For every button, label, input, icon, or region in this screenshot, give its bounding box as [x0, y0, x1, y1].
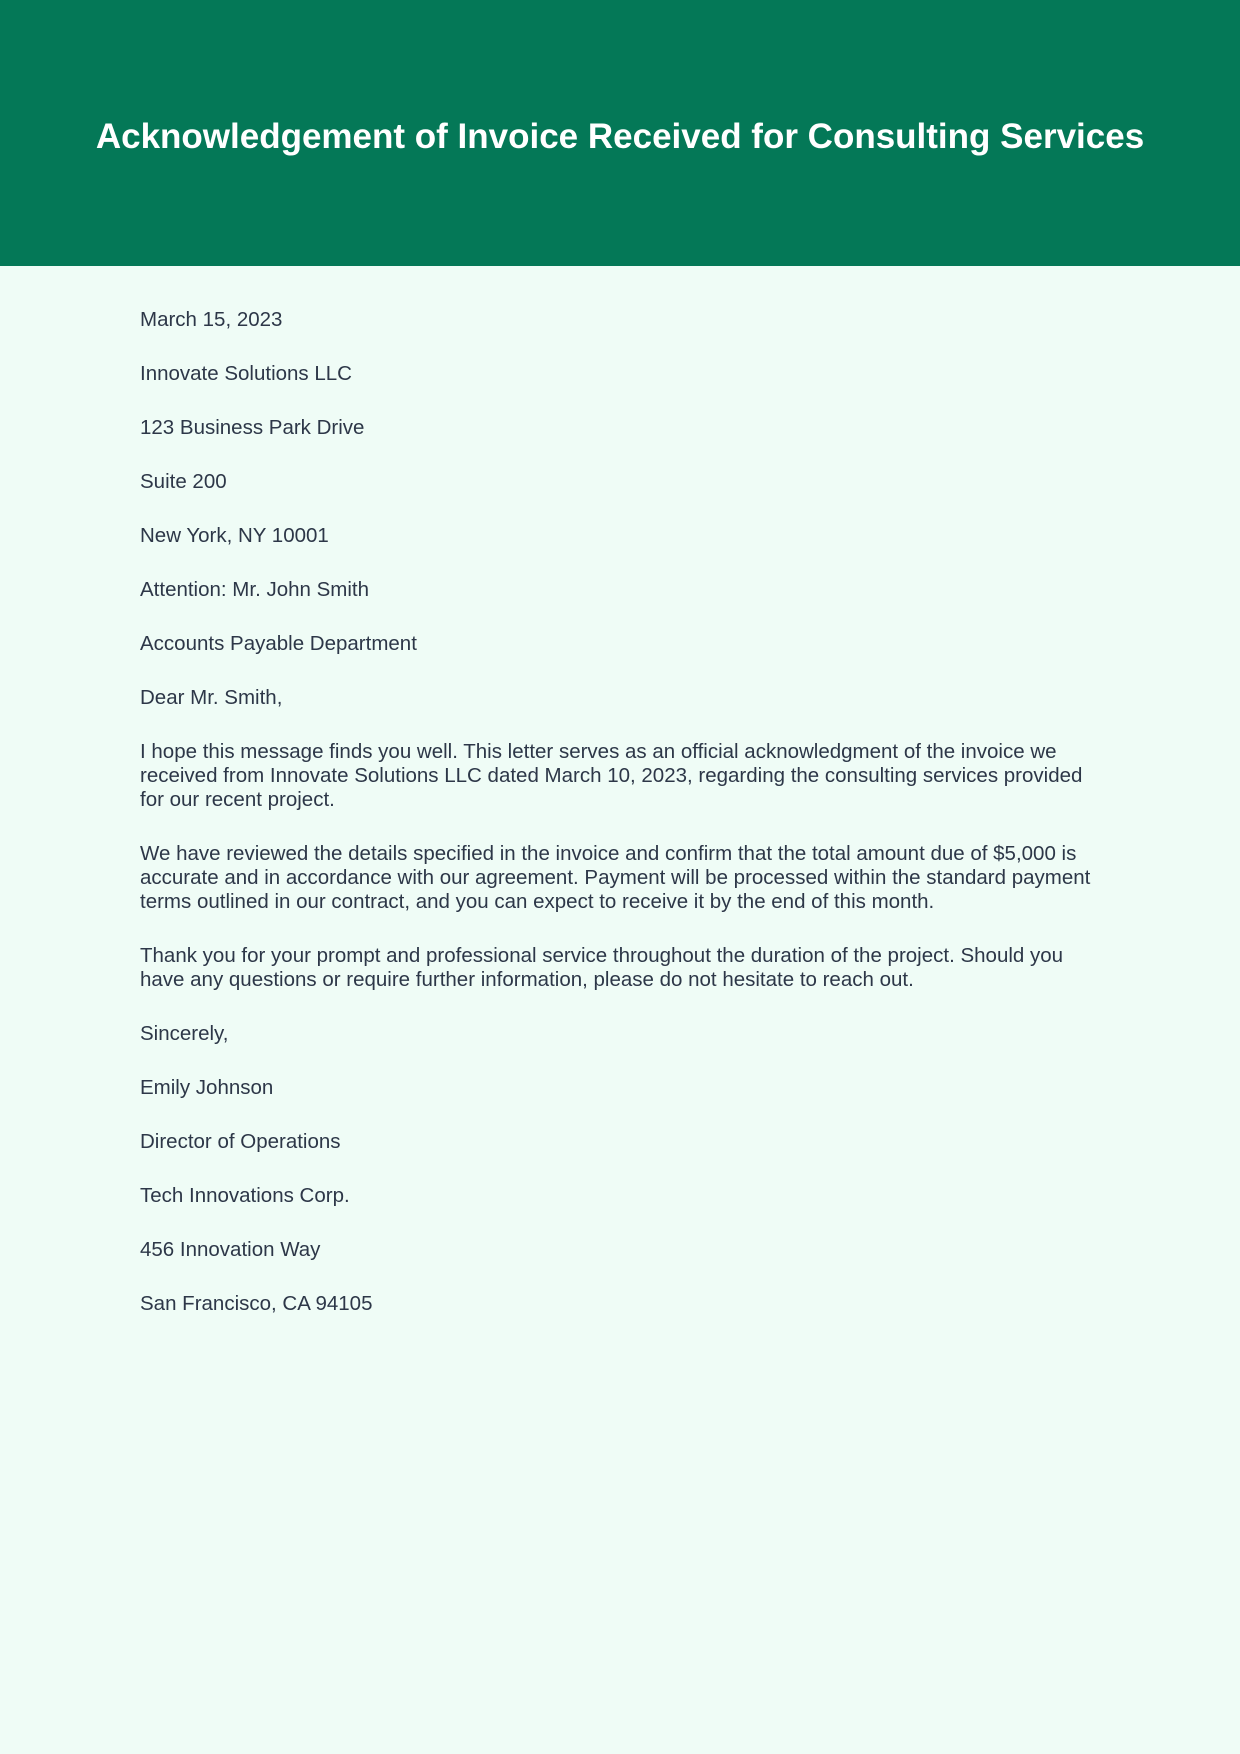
- recipient-city-state-zip: New York, NY 10001: [140, 524, 329, 547]
- sender-city-state-zip: San Francisco, CA 94105: [140, 1292, 373, 1315]
- recipient-company: Innovate Solutions LLC: [140, 362, 352, 385]
- recipient-attention: Attention: Mr. John Smith: [140, 578, 370, 601]
- letter-title: Acknowledgement of Invoice Received for Consulting Services: [95, 117, 1145, 156]
- salutation: Dear Mr. Smith,: [140, 686, 283, 709]
- recipient-department: Accounts Payable Department: [140, 632, 417, 655]
- letter-date: March 15, 2023: [140, 308, 283, 331]
- sender-title: Director of Operations: [140, 1130, 341, 1153]
- body-paragraph-1: I hope this message finds you well. This letter serves as an official acknowledgment of the invoice we received from Innovate Solutions LLC dated March 10, 2023, regarding the consulting services provided for our recent project.: [140, 740, 1083, 811]
- sender-address-line1: 456 Innovation Way: [140, 1238, 321, 1261]
- closing: Sincerely,: [140, 1022, 229, 1045]
- sender-company: Tech Innovations Corp.: [140, 1184, 350, 1207]
- sender-name: Emily Johnson: [140, 1076, 274, 1099]
- recipient-address-line2: Suite 200: [140, 470, 227, 493]
- body-paragraph-2: We have reviewed the details specified in the invoice and confirm that the total amount due of $5,000 is accurate and in accordance with our agreement. Payment will be processed within the standard payment terms outlined in our contract, and you can expect to receive it by the end of this month.: [140, 842, 1091, 913]
- body-paragraph-3: Thank you for your prompt and professional service throughout the duration of the project. Should you have any questions or require further information, please do not hesitate to reach out.: [140, 944, 1064, 991]
- letter-header-banner: [0, 0, 1240, 266]
- recipient-address-line1: 123 Business Park Drive: [140, 416, 365, 439]
- letter-body: [140, 308, 1110, 1346]
